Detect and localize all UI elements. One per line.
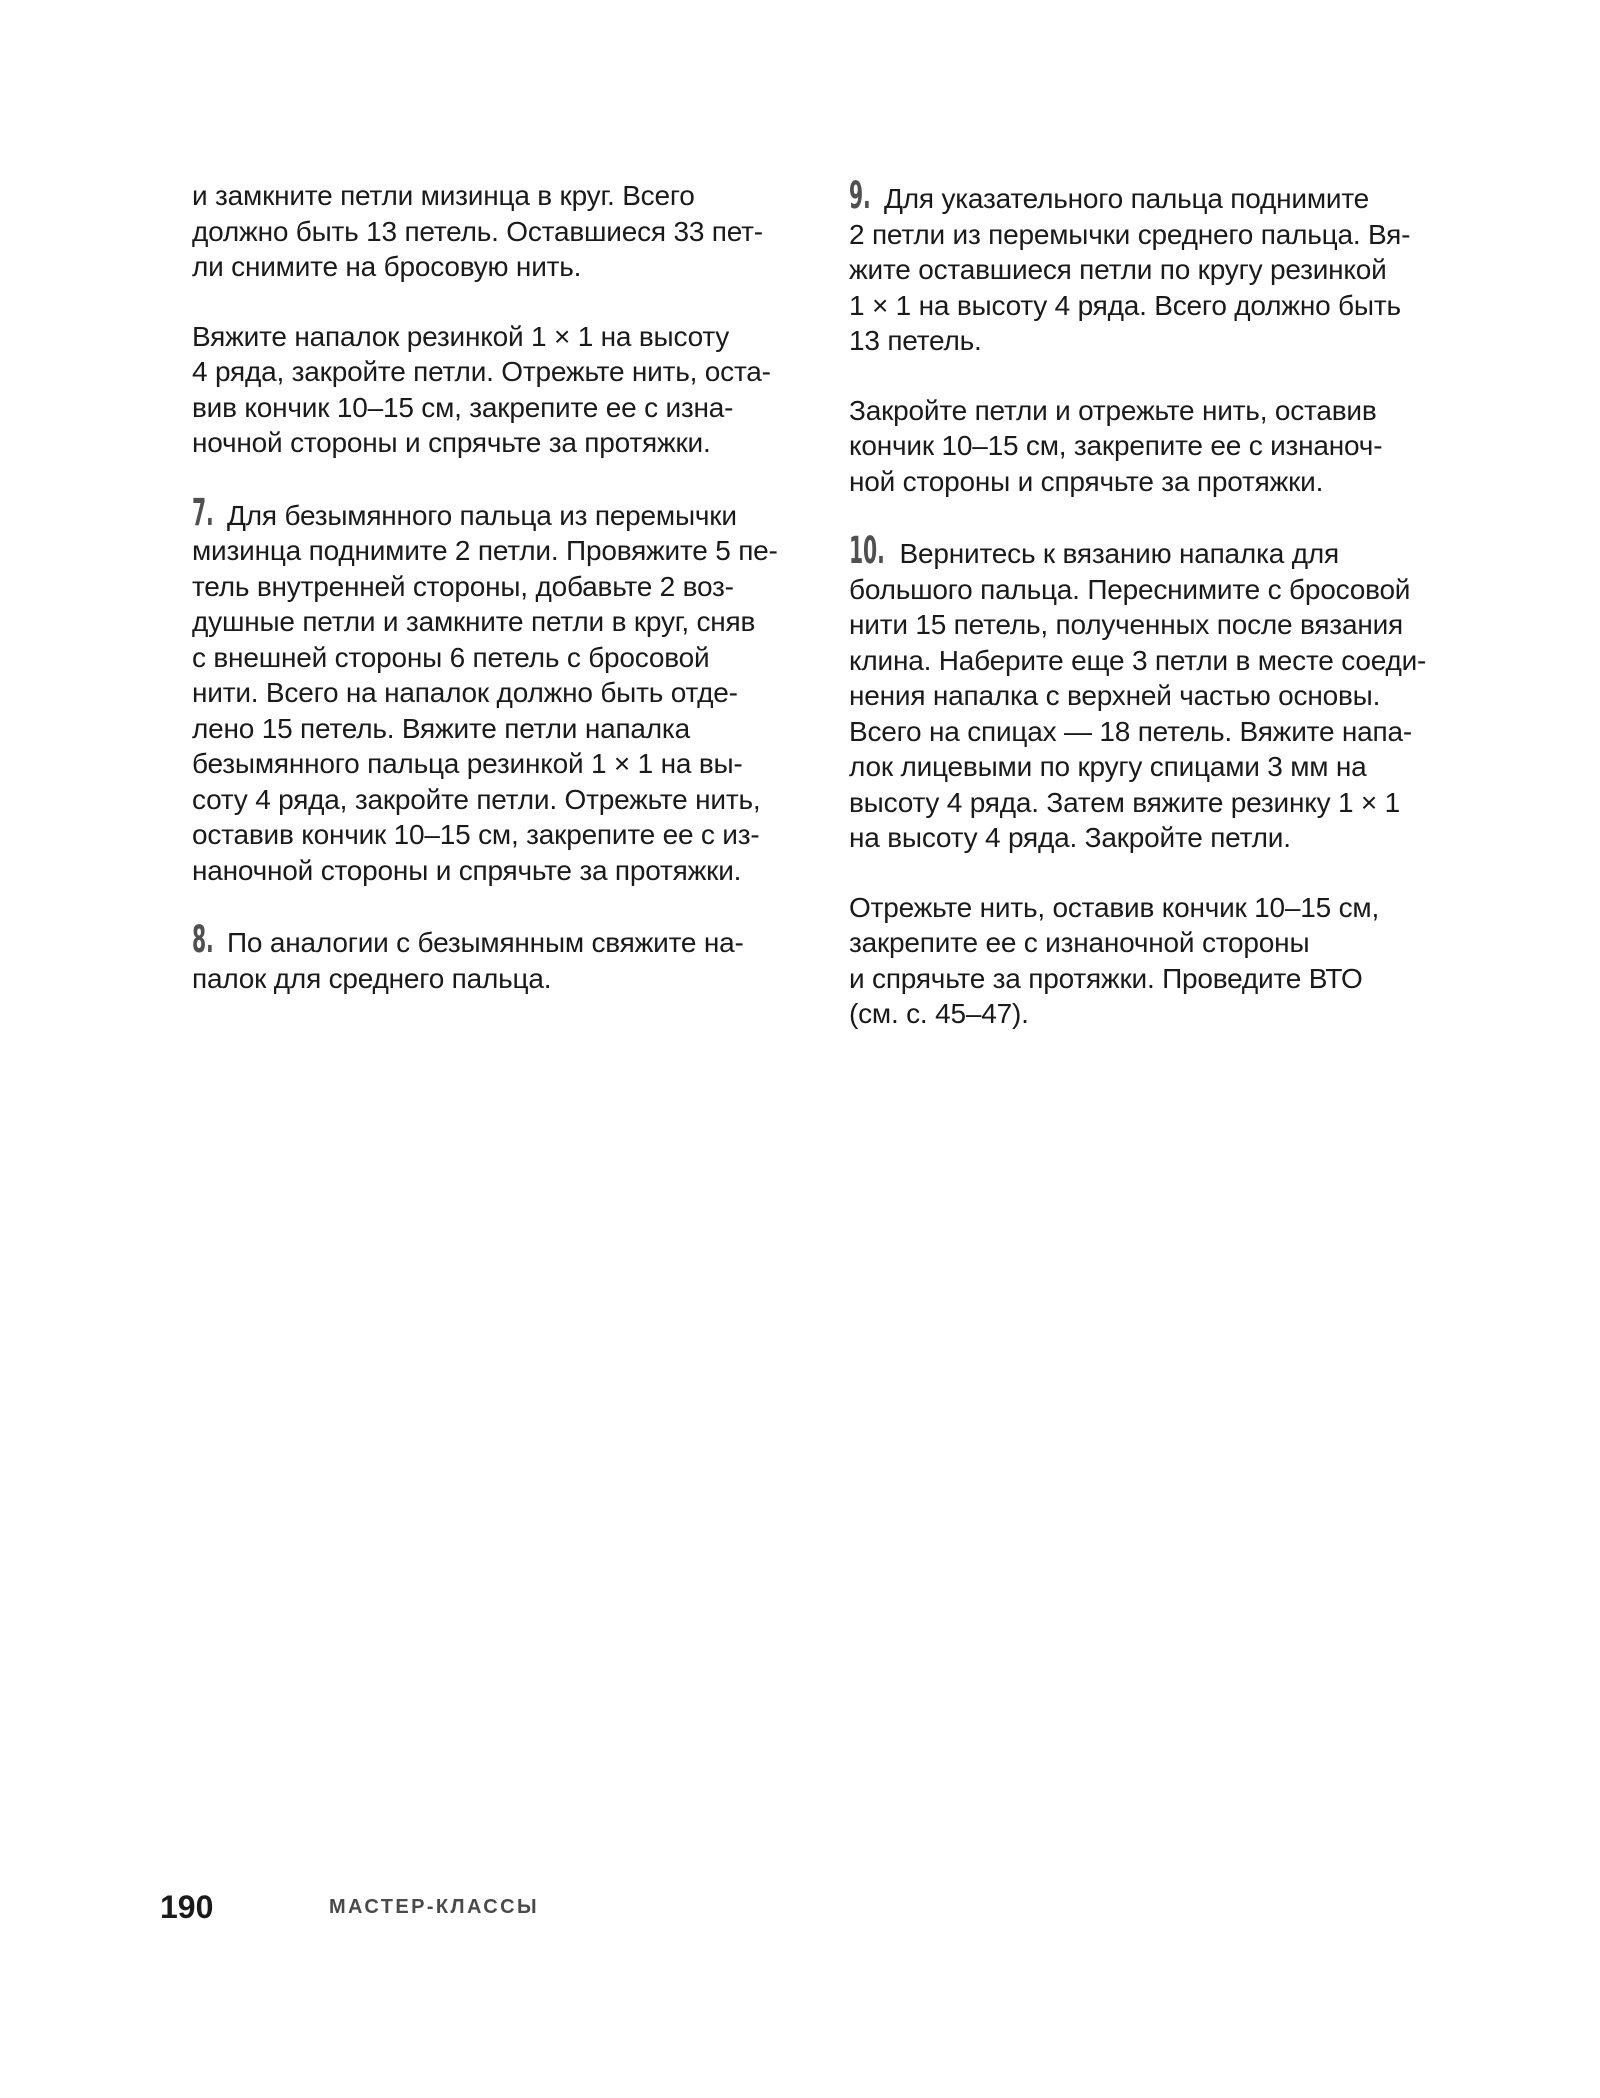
- step-7-text: Для безымянного пальца из перемычки мизинца поднимите 2 петли. Провяжите 5 пе- тель внутренней стороны, добавьте 2 воз- душные петли и замкните петли в круг, сняв с внешней стороны 6 петель с бросовой нити. Всего на напалок должно быть отде- лено 15 петель. Вяжите петли напалка безымянного пальца резинкой 1 × 1 на вы- соту 4 ряда, закройте петли. Отрежьте нить, оставив кончик 10–15 см, закрепите ее с из- наночной стороны и спрячьте за протяжки.: [192, 499, 778, 886]
- step-10-text: Вернитесь к вязанию напалка для большого пальца. Переснимите с бросовой нити 15 петель, полученных после вязания клина. Наберите еще 3 петли в месте соеди- нения напалка с верхней частью основы. Всего на спицах — 18 петель. Вяжите напа- лок лицевыми по кругу спицами 3 мм на высоту 4 ряда. Затем вяжите резинку 1 × 1 на высоту 4 ряда. Закройте петли.: [849, 538, 1427, 853]
- step-8: [192, 918, 812, 996]
- right-column: [849, 174, 1469, 1066]
- section-title: МАСТЕР-КЛАССЫ: [329, 1896, 539, 1918]
- page-footer: [0, 1889, 1600, 1939]
- step-8-text: По аналогии с безымянным свяжите на- палок для среднего пальца.: [192, 927, 744, 994]
- step-10-number: 10.: [849, 529, 885, 572]
- close-paragraph: Закройте петли и отрежьте нить, оставив кончик 10–15 см, закрепите ее с изнаноч- ной стороны и спрячьте за протяжки.: [849, 394, 1383, 497]
- step-7: [192, 490, 812, 889]
- page-number: 190: [160, 1889, 214, 1925]
- step-9-number: 9.: [849, 174, 871, 217]
- step-9-text: Для указательного пальца поднимите 2 петли из перемычки среднего пальца. Вя- жите оставшиеся петли по кругу резинкой 1 × 1 на высоту 4 ряда. Всего должно быть 13 петель.: [849, 183, 1411, 356]
- thumb-rib-paragraph: Вяжите напалок резинкой 1 × 1 на высоту 4 ряда, закройте петли. Отрежьте нить, оста- вив кончик 10–15 см, закрепите ее с изна- ночной стороны и спрячьте за протяжки.: [192, 320, 771, 458]
- left-column: [192, 178, 812, 1030]
- step-9: [849, 174, 1469, 359]
- final-paragraph: Отрежьте нить, оставив кончик 10–15 см, закрепите ее с изнаночной стороны и спрячьте за протяжки. Проведите ВТО (см. с. 45–47).: [849, 891, 1380, 1029]
- step-8-number: 8.: [192, 918, 214, 961]
- step-7-number: 7.: [192, 490, 214, 534]
- intro-paragraph: и замкните петли мизинца в круг. Всего должно быть 13 петель. Оставшиеся 33 пет- ли снимите на бросовую нить.: [192, 180, 763, 282]
- step-10: [849, 529, 1469, 856]
